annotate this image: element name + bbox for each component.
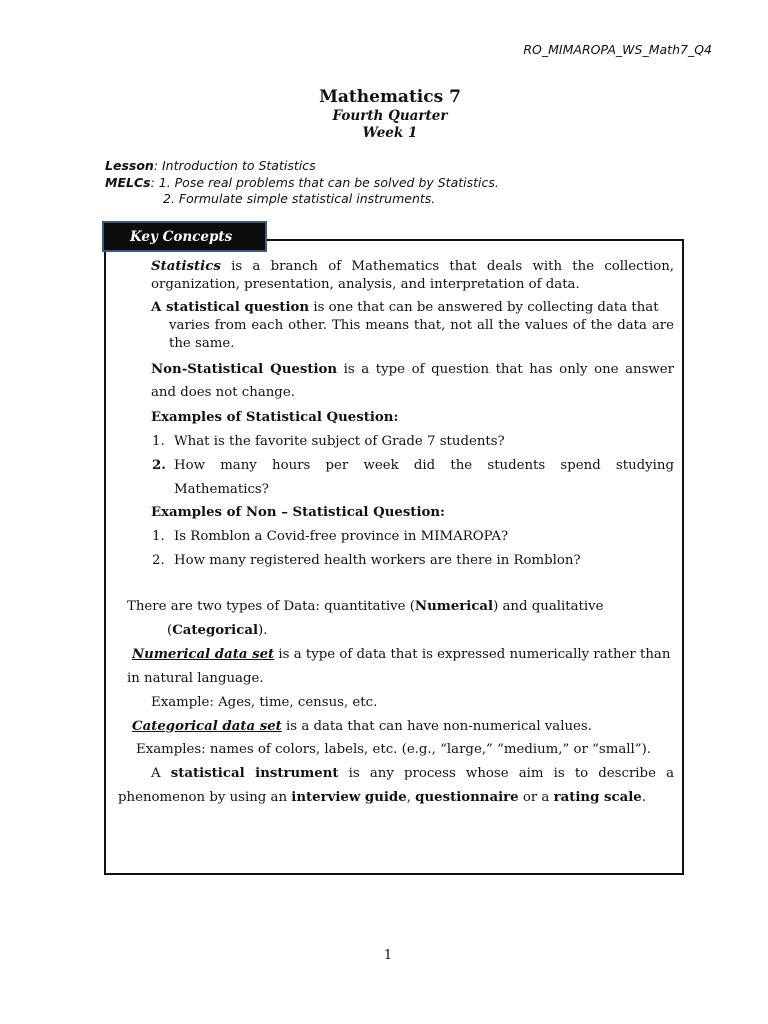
statistical-question-term: A statistical question	[151, 300, 310, 315]
numerical-example: Example: Ages, time, census, etc.	[151, 695, 378, 710]
key-concepts-content	[118, 258, 674, 810]
categorical-example: Examples: names of colors, labels, etc. (e.g., “large,” “medium,” or “small”).	[136, 742, 651, 757]
numerical-data-set-definition: Numerical data set is a type of data that is expressed numerically rather than in natural language.	[127, 647, 671, 686]
numerical-term: Numerical	[414, 599, 494, 614]
statistics-definition: Statistics is a branch of Mathematics that deals with the collection, organization, presentation, analysis, and interpretation of data.	[151, 259, 674, 292]
page-number: 1	[383, 948, 393, 963]
non-statistical-term: Non-Statistical Question	[151, 362, 338, 377]
list-item: 1. What is the favorite subject of Grade 7 students?	[152, 434, 505, 449]
melcs-label: MELCs	[105, 174, 151, 190]
numerical-data-set-term: Numerical data set	[132, 647, 275, 662]
statistics-term: Statistics	[151, 259, 221, 274]
melcs-line	[105, 175, 499, 192]
melc-1: : 1. Pose real problems that can be solved by Statistics.	[150, 174, 499, 190]
examples-statistical-heading: Examples of Statistical Question:	[151, 410, 399, 425]
statistical-instrument-definition: A statistical instrument is any process whose aim is to describe a phenomenon by using an interview guide, questionnaire or a rating scale.	[118, 766, 674, 805]
key-concepts-tab: Key Concepts	[102, 221, 267, 252]
list-item: 1. Is Romblon a Covid-free province in MIMAROPA?	[152, 529, 509, 544]
lesson-line	[105, 158, 499, 175]
quarter-label: Fourth Quarter	[332, 108, 448, 124]
examples-non-statistical-list	[118, 525, 674, 573]
lesson-label: Lesson	[105, 158, 154, 173]
lesson-info	[105, 158, 499, 208]
page-title: Mathematics 7	[319, 87, 461, 107]
document-code: RO_MIMAROPA_WS_Math7_Q4	[523, 42, 712, 57]
examples-statistical-list	[118, 430, 674, 502]
list-item: 2. How many hours per week did the students spend studying Mathematics?	[152, 458, 674, 497]
categorical-data-set-definition: Categorical data set is a data that can have non-numerical values.	[132, 719, 592, 734]
title-block	[0, 87, 768, 142]
categorical-data-set-term: Categorical data set	[132, 719, 282, 734]
data-types-paragraph: There are two types of Data: quantitative (Numerical) and qualitative (Categorical).	[127, 599, 604, 638]
list-item: 2. How many registered health workers are there in Romblon?	[152, 553, 581, 568]
lesson-text: : Introduction to Statistics	[153, 158, 316, 173]
melc-2: 2. Formulate simple statistical instruments.	[163, 191, 436, 206]
statistical-instrument-term: statistical instrument	[170, 766, 339, 781]
categorical-term: Categorical	[172, 623, 258, 638]
examples-non-statistical-heading: Examples of Non – Statistical Question:	[151, 505, 445, 520]
week-label: Week 1	[362, 125, 418, 141]
non-statistical-definition: Non-Statistical Question is a type of question that has only one answer and does not change.	[151, 362, 675, 400]
statistical-question-definition: A statistical question is one that can be answered by collecting data that varies from each other. This means that, not all the values of the data are the same.	[151, 300, 674, 351]
